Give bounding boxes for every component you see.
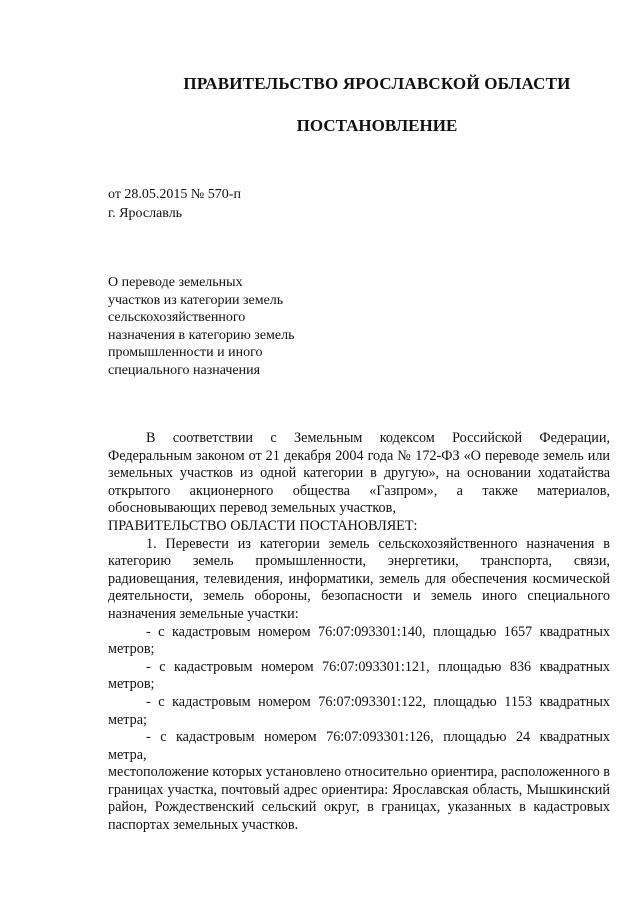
plot-item: - с кадастровым номером 76:07:093301:140, площадью 1657 квадратных метров; <box>108 623 610 658</box>
item-1-paragraph: 1. Перевести из категории земель сельскохозяйственного назначения в категорию земель промышленности, энергетики, транспорта, связи, радиовещания, телевидения, информатики, земель для обеспечения космической деятельности, земель обороны, безопасности и земель иного специального назначения земельные участки: <box>108 535 610 622</box>
preamble-paragraph: В соответствии с Земельным кодексом Российской Федерации, Федеральным законом от 21 декабря 2004 года № 172-ФЗ «О переводе земель или земельных участков из одной категории в другую», на основании ходатайства открытого акционерного общества «Газпром», а также материалов, обосновывающих перевод земельных участков, <box>108 430 610 517</box>
subject-line: участков из категории земель <box>108 292 284 308</box>
subject-line: специального назначения <box>108 362 261 378</box>
subject-line: О переводе земельных <box>108 275 243 290</box>
plot-item: - с кадастровым номером 76:07:093301:122, площадью 1153 квадратных метра; <box>108 693 610 728</box>
location-paragraph: местоположение которых установлено относительно ориентира, расположенного в границах участка, почтовый адрес ориентира: Ярославская область, Мышкинский район, Рождественский сельский округ, в границах, указанных в кадастровых паспортах земельных участков. <box>108 764 610 834</box>
resolution-heading: ПРАВИТЕЛЬСТВО ОБЛАСТИ ПОСТАНОВЛЯЕТ: <box>108 517 418 534</box>
subject-line: промышленности и иного <box>108 345 263 361</box>
document-meta <box>108 185 241 223</box>
organization-title: ПРАВИТЕЛЬСТВО ЯРОСЛАВСКОЙ ОБЛАСТИ <box>183 74 571 93</box>
subject-line: назначения в категорию земель <box>108 327 295 343</box>
plot-item: - с кадастровым номером 76:07:093301:121, площадью 836 квадратных метров; <box>108 658 610 693</box>
document-type: ПОСТАНОВЛЕНИЕ <box>296 116 458 135</box>
document-body <box>108 430 610 835</box>
subject-line: сельскохозяйственного <box>108 310 246 326</box>
document-subject <box>108 274 348 380</box>
city: г. Ярославль <box>108 206 183 221</box>
date-number: от 28.05.2015 № 570-п <box>108 187 241 202</box>
plot-item: - с кадастровым номером 76:07:093301:126, площадью 24 квадратных метра, <box>108 729 610 763</box>
